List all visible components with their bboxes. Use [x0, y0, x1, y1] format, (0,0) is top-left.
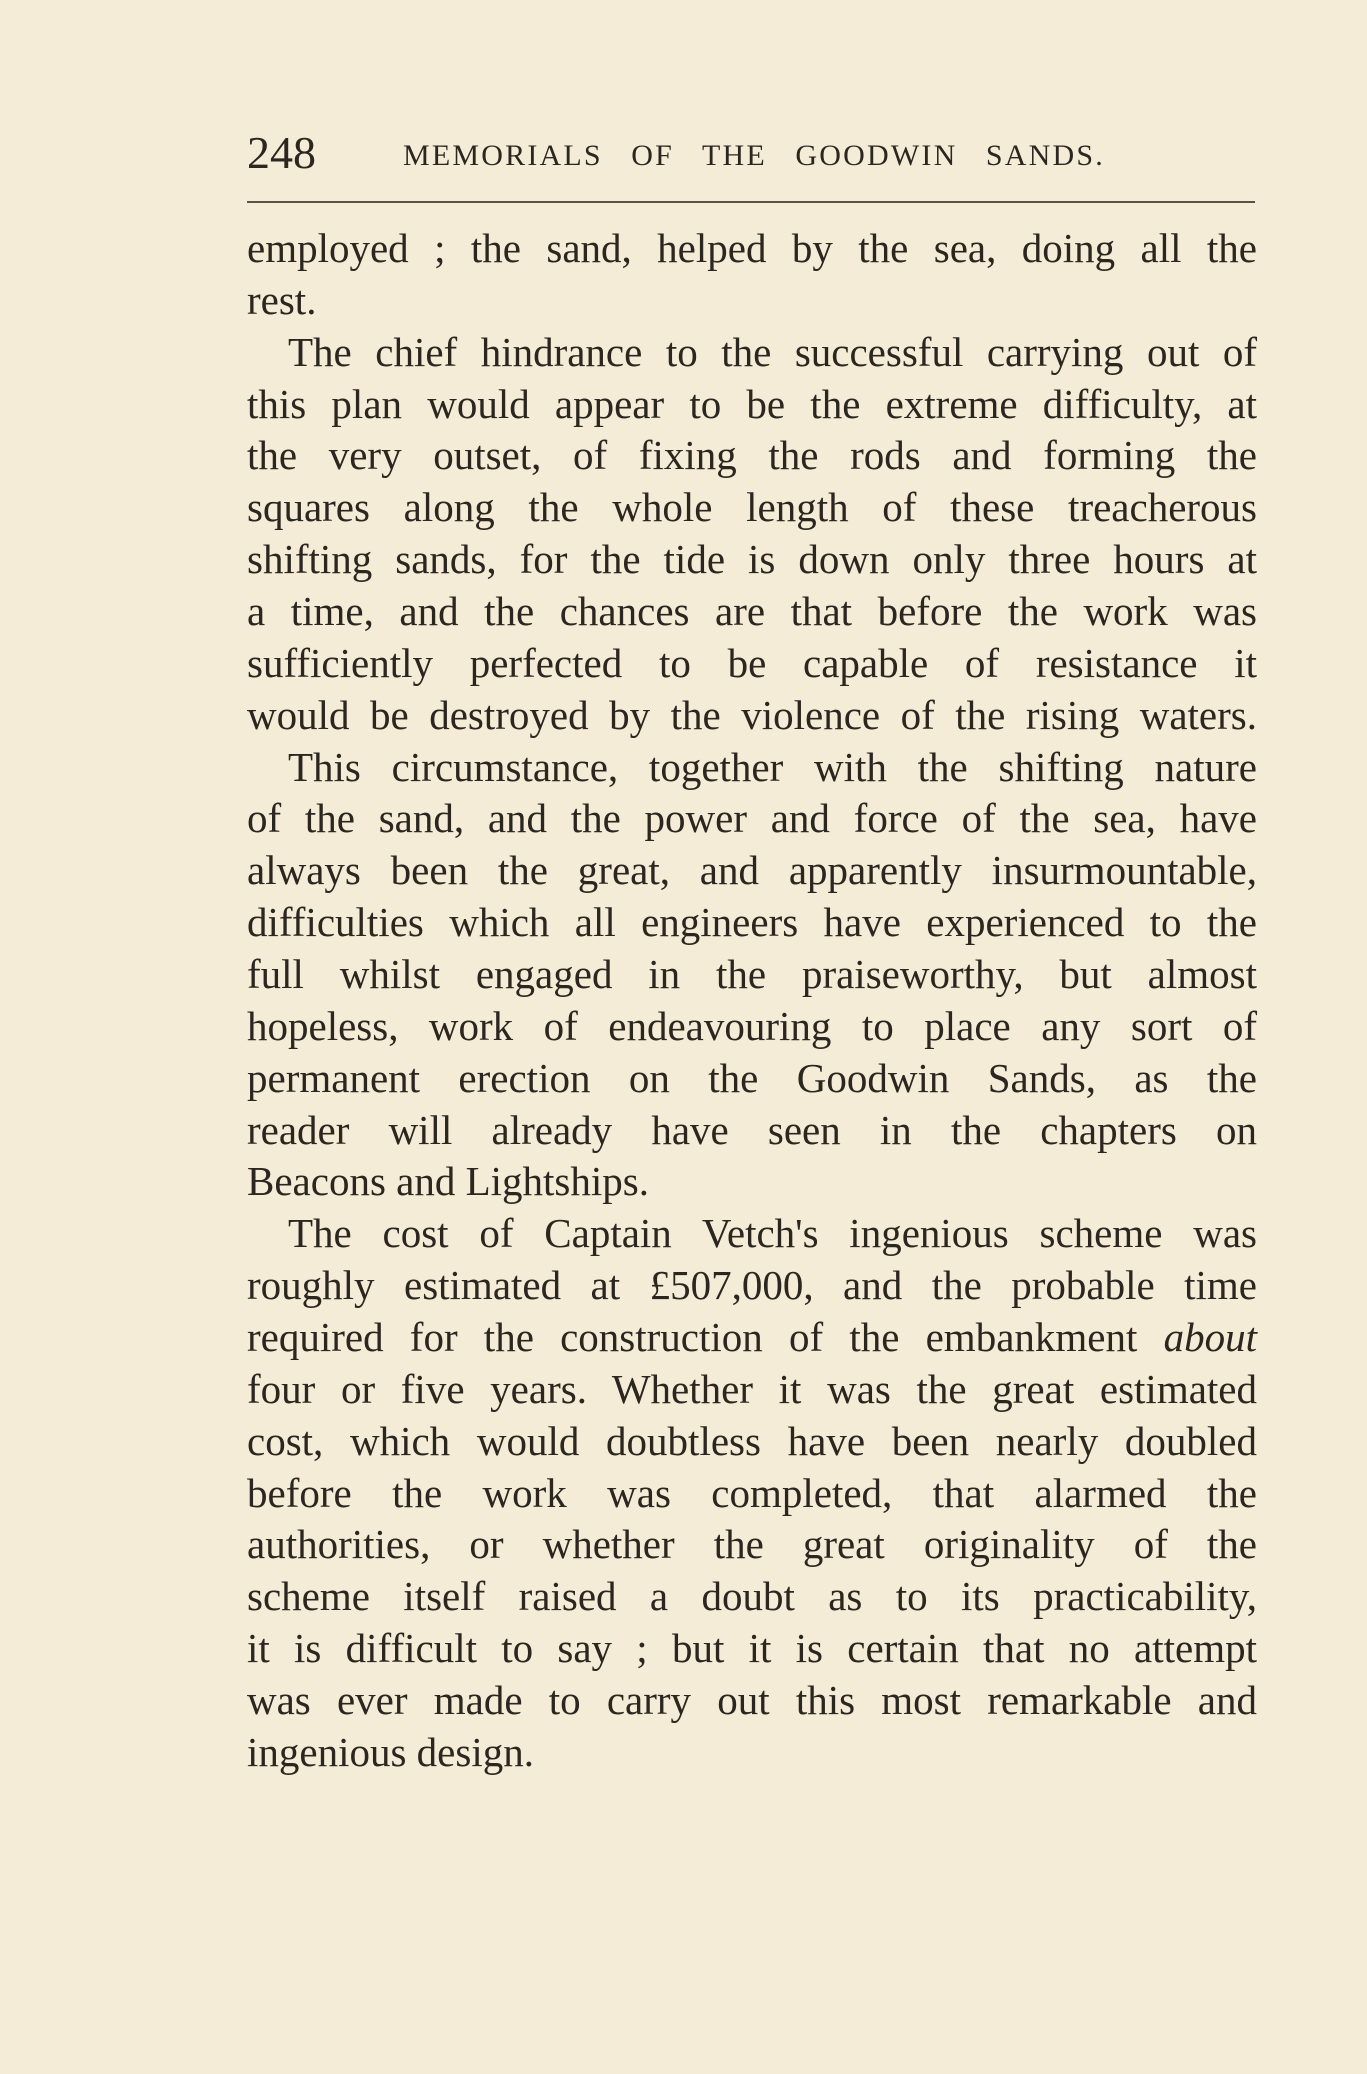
header-rule [247, 201, 1255, 203]
running-title: MEMORIALS OF THE GOODWIN SANDS. [403, 139, 1105, 172]
text-line [247, 534, 1257, 586]
line-text: required for the construction of the embankment [247, 1314, 1164, 1361]
line-text: before the work was completed, that alarmed the [247, 1469, 1257, 1516]
line-text: this plan would appear to be the extreme difficulty, at [247, 380, 1257, 427]
line-text: ingenious design. [247, 1728, 534, 1775]
line-text: authorities, or whether the great originality of the [247, 1521, 1257, 1568]
line-text: reader will already have seen in the chapters on [247, 1106, 1257, 1153]
line-text: This circumstance, together with the shifting nature [288, 743, 1257, 790]
text-line [247, 482, 1257, 534]
text-line [247, 1260, 1257, 1312]
line-text: hopeless, work of endeavouring to place any sort of [247, 1002, 1257, 1049]
line-text: Beacons and Lightships. [247, 1158, 649, 1205]
line-text: roughly estimated at £507,000, and the probable time [247, 1262, 1257, 1309]
text-line [247, 1675, 1257, 1727]
text-line [247, 742, 1257, 794]
text-line [247, 1623, 1257, 1675]
text-line [247, 897, 1257, 949]
text-line [247, 1468, 1257, 1520]
text-line [247, 1208, 1257, 1260]
line-text: sufficiently perfected to be capable of resistance it [247, 639, 1257, 686]
line-text: The cost of Captain Vetch's ingenious scheme was [288, 1210, 1257, 1257]
text-line [247, 1364, 1257, 1416]
text-line [247, 638, 1257, 690]
text-line [247, 1727, 1257, 1779]
text-line [247, 1105, 1257, 1157]
line-text: scheme itself raised a doubt as to its practicability, [247, 1573, 1257, 1620]
line-text: of the sand, and the power and force of the sea, have [247, 795, 1257, 842]
line-text: difficulties which all engineers have experienced to the [247, 899, 1257, 946]
text-line [247, 1053, 1257, 1105]
text-line [247, 223, 1257, 275]
line-text: employed ; the sand, helped by the sea, doing all the [247, 225, 1257, 271]
text-line [247, 949, 1257, 1001]
line-text: a time, and the chances are that before the work was [247, 588, 1257, 635]
page-number: 248 [247, 127, 316, 178]
text-line [247, 1571, 1257, 1623]
line-text: shifting sands, for the tide is down only three hours at [247, 536, 1257, 583]
text-line [247, 1519, 1257, 1571]
line-text: cost, which would doubtless have been nearly doubled [247, 1417, 1257, 1464]
line-text: four or five years. Whether it was the great estimated [247, 1365, 1257, 1412]
line-text: the very outset, of fixing the rods and forming the [247, 432, 1257, 479]
text-line [247, 1416, 1257, 1468]
line-text: it is difficult to say ; but it is certain that no attempt [247, 1625, 1257, 1672]
italic-word: about [1163, 1314, 1257, 1361]
text-line [247, 327, 1257, 379]
text-line [247, 1156, 1257, 1208]
text-line [247, 1312, 1257, 1364]
text-line [247, 1001, 1257, 1053]
line-text: full whilst engaged in the praiseworthy, but almost [247, 951, 1257, 998]
text-line [247, 379, 1257, 431]
line-text: would be destroyed by the violence of the rising waters. [247, 691, 1257, 738]
text-line [247, 275, 1257, 327]
line-text: permanent erection on the Goodwin Sands, as the [247, 1054, 1257, 1101]
body-text [247, 223, 1257, 1779]
text-line [247, 793, 1257, 845]
text-line [247, 430, 1257, 482]
line-text: always been the great, and apparently insurmountable, [247, 847, 1257, 894]
line-text: squares along the whole length of these treacherous [247, 484, 1257, 531]
text-line [247, 690, 1257, 742]
line-text: was ever made to carry out this most remarkable and [247, 1677, 1257, 1724]
text-line [247, 845, 1257, 897]
line-text: rest. [247, 276, 317, 323]
line-text: The chief hindrance to the successful carrying out of [288, 328, 1257, 375]
text-line [247, 586, 1257, 638]
